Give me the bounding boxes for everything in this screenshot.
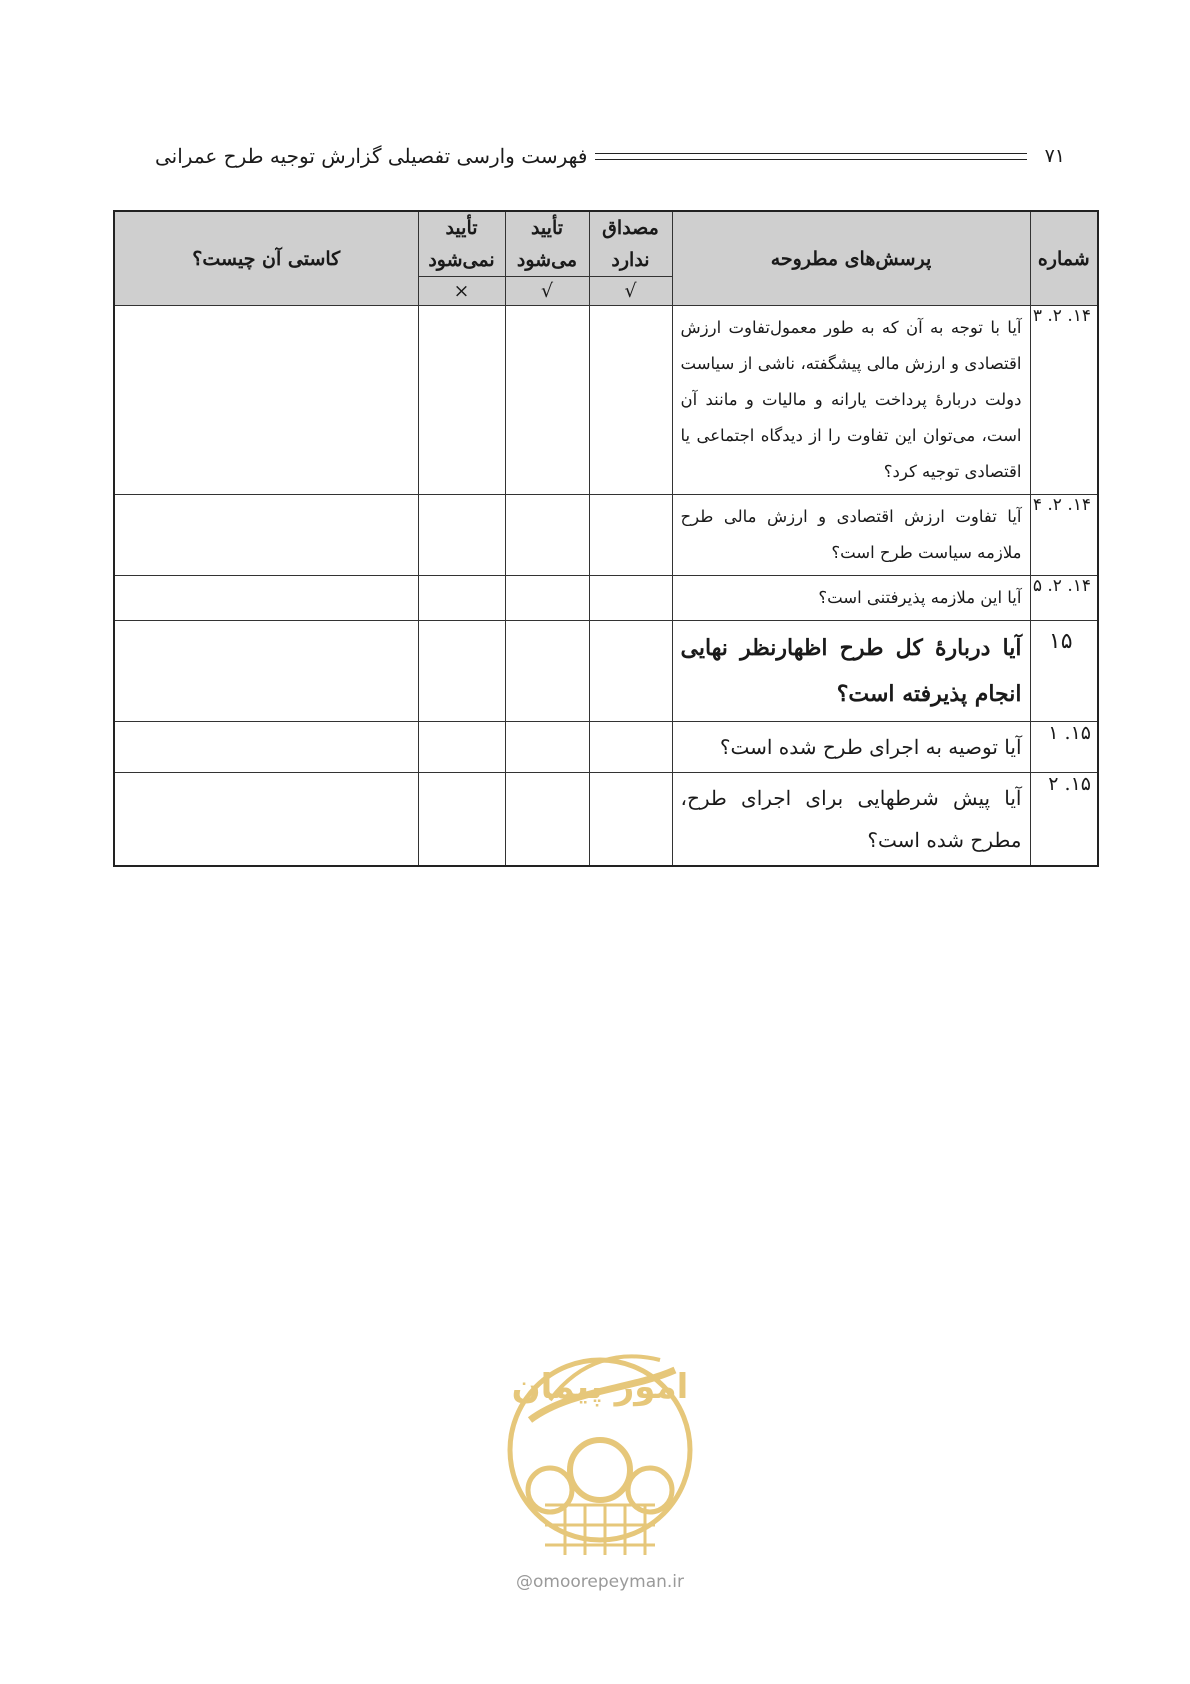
cell-not-applicable (589, 495, 672, 576)
row-question: آیا تفاوت ارزش اقتصادی و ارزش مالی طرح ملازمه سیاست طرح است؟ (672, 495, 1030, 576)
row-question: آیا پیش شرطهایی برای اجرای طرح، مطرح شده است؟ (672, 773, 1030, 867)
table-row (114, 306, 1098, 495)
cell-not-confirmed (418, 621, 505, 722)
cell-not-confirmed (418, 306, 505, 495)
row-question: آیا این ملازمه پذیرفتنی است؟ (672, 576, 1030, 621)
mark-confirmed: √ (505, 277, 589, 306)
checklist-table (113, 210, 1099, 867)
cell-confirmed (505, 773, 589, 867)
cell-shortcoming (114, 306, 418, 495)
header-rule (595, 153, 1026, 160)
watermark-logo-text: امور پیمان (511, 1367, 689, 1407)
row-number: ۱۴. ۲. ۳ (1030, 306, 1098, 495)
cell-confirmed (505, 576, 589, 621)
cell-confirmed (505, 495, 589, 576)
page-header (155, 140, 1065, 172)
cell-not-applicable (589, 576, 672, 621)
cell-shortcoming (114, 773, 418, 867)
row-number: ۱۵. ۲ (1030, 773, 1098, 867)
header-title: فهرست وارسی تفصیلی گزارش توجیه طرح عمرانی (155, 144, 588, 168)
cell-shortcoming (114, 576, 418, 621)
watermark-logo (490, 1330, 710, 1590)
cell-not-applicable (589, 773, 672, 867)
cell-confirmed (505, 722, 589, 773)
column-header-not-confirmed: تأیید نمی‌شود (418, 211, 505, 277)
mark-not-confirmed: × (418, 277, 505, 306)
table-row (114, 495, 1098, 576)
column-header-shortcoming: کاستی آن چیست؟ (114, 211, 418, 306)
table-row (114, 722, 1098, 773)
row-number: ۱۵ (1030, 621, 1098, 722)
column-header-not-applicable: مصداق ندارد (589, 211, 672, 277)
cell-shortcoming (114, 722, 418, 773)
cell-shortcoming (114, 621, 418, 722)
table-row (114, 621, 1098, 722)
mark-not-applicable: √ (589, 277, 672, 306)
column-header-number: شماره (1030, 211, 1098, 306)
row-question: آیا با توجه به آن که به طور معمول‌تفاوت ارزش اقتصادی و ارزش مالی پیشگفته، ناشی از سیاست دولت دربارهٔ پرداخت یارانه و مالیات و مانند آن است، می‌توان این تفاوت را از دیدگاه اجتماعی یا اقتصادی توجیه کرد؟ (672, 306, 1030, 495)
cell-not-confirmed (418, 722, 505, 773)
cell-not-applicable (589, 722, 672, 773)
cell-confirmed (505, 306, 589, 495)
column-header-questions: پرسش‌های مطروحه (672, 211, 1030, 306)
row-number: ۱۴. ۲. ۵ (1030, 576, 1098, 621)
column-header-confirmed: تأیید می‌شود (505, 211, 589, 277)
row-question: آیا دربارهٔ کل طرح اظهارنظر نهایی انجام پذیرفته است؟ (672, 621, 1030, 722)
table-row (114, 576, 1098, 621)
cell-not-confirmed (418, 773, 505, 867)
cell-not-confirmed (418, 495, 505, 576)
cell-not-applicable (589, 621, 672, 722)
row-number: ۱۵. ۱ (1030, 722, 1098, 773)
watermark-url: @omoorepeyman.ir (515, 1572, 685, 1592)
row-question: آیا توصیه به اجرای طرح شده است؟ (672, 722, 1030, 773)
cell-shortcoming (114, 495, 418, 576)
cell-confirmed (505, 621, 589, 722)
row-number: ۱۴. ۲. ۴ (1030, 495, 1098, 576)
table-row (114, 773, 1098, 867)
cell-not-applicable (589, 306, 672, 495)
page-number: ۷۱ (1044, 145, 1065, 167)
cell-not-confirmed (418, 576, 505, 621)
